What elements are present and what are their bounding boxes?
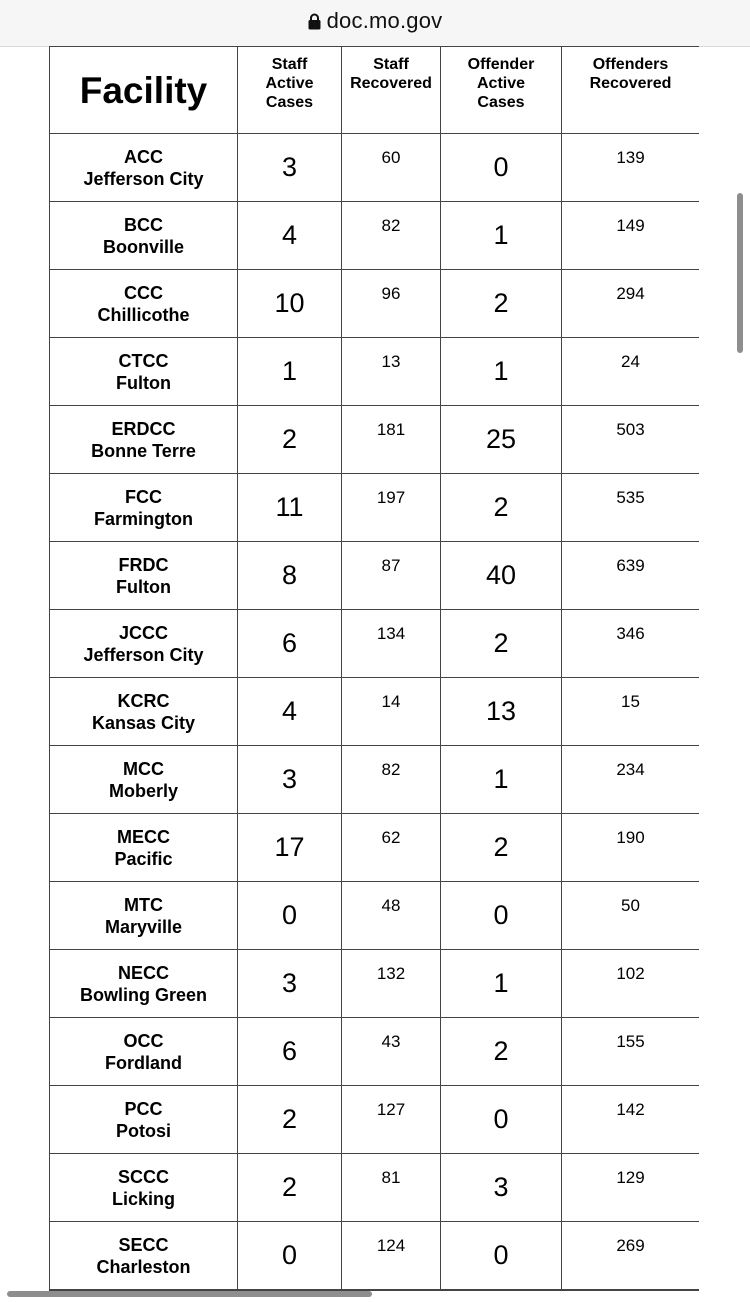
staff-active-cases-cell: 0 <box>238 1222 342 1290</box>
offender-active-cases-cell: 40 <box>441 542 562 610</box>
facility-city: Fulton <box>116 372 171 393</box>
facility-city: Pacific <box>114 848 173 869</box>
table-row <box>50 610 700 678</box>
offender-active-cases-cell: 1 <box>441 202 562 270</box>
staff-recovered-cell: 197 <box>342 474 441 542</box>
offender-active-cases-cell: 1 <box>441 338 562 406</box>
staff-active-cases-cell: 2 <box>238 1154 342 1222</box>
staff-active-cases-cell: 4 <box>238 202 342 270</box>
table-body <box>50 134 700 1290</box>
header-line: Offender <box>467 56 535 73</box>
staff-recovered-cell: 181 <box>342 406 441 474</box>
staff-recovered-cell: 13 <box>342 338 441 406</box>
staff-active-cases-cell: 1 <box>238 338 342 406</box>
table-row <box>50 746 700 814</box>
facility-city: Boonville <box>102 236 184 257</box>
facility-code: JCCC <box>118 622 168 643</box>
facility-code: KCRC <box>117 690 170 711</box>
horizontal-scrollbar[interactable] <box>7 1291 372 1297</box>
facility-code: SCCC <box>117 1166 169 1187</box>
facility-code: FRDC <box>118 554 169 575</box>
facility-code: NECC <box>117 962 169 983</box>
facility-city: Charleston <box>96 1256 191 1277</box>
offender-active-cases-cell: 0 <box>441 1086 562 1154</box>
facility-city: Fordland <box>105 1052 182 1073</box>
facility-code: SECC <box>118 1234 169 1255</box>
lock-icon <box>308 13 321 30</box>
offenders-recovered-cell: 535 <box>562 474 700 542</box>
header-facility: Facility <box>50 47 238 134</box>
table-row <box>50 202 700 270</box>
staff-active-cases-cell: 6 <box>238 1018 342 1086</box>
staff-active-cases-cell: 4 <box>238 678 342 746</box>
offender-active-cases-cell: 13 <box>441 678 562 746</box>
table-header-row <box>50 47 700 134</box>
facility-code: ACC <box>124 146 163 167</box>
offender-active-cases-cell: 1 <box>441 746 562 814</box>
address-bar[interactable] <box>0 0 750 47</box>
staff-recovered-cell: 96 <box>342 270 441 338</box>
offenders-recovered-cell: 129 <box>562 1154 700 1222</box>
facility-cell <box>50 1018 238 1086</box>
vertical-scrollbar[interactable] <box>737 193 743 353</box>
header-staff-recovered <box>342 47 441 134</box>
offender-active-cases-cell: 0 <box>441 882 562 950</box>
table-row <box>50 338 700 406</box>
offenders-recovered-cell: 139 <box>562 134 700 202</box>
facility-city: Fulton <box>116 576 171 597</box>
facility-cell <box>50 134 238 202</box>
header-line: Recovered <box>350 75 432 92</box>
facility-city: Licking <box>111 1188 175 1209</box>
facility-code: MTC <box>124 894 163 915</box>
offenders-recovered-cell: 190 <box>562 814 700 882</box>
facility-city: Jefferson City <box>83 168 204 189</box>
offender-active-cases-cell: 1 <box>441 950 562 1018</box>
staff-recovered-cell: 43 <box>342 1018 441 1086</box>
staff-active-cases-cell: 3 <box>238 746 342 814</box>
table-row <box>50 1086 700 1154</box>
offender-active-cases-cell: 2 <box>441 814 562 882</box>
staff-active-cases-cell: 17 <box>238 814 342 882</box>
staff-recovered-cell: 87 <box>342 542 441 610</box>
facility-cell <box>50 678 238 746</box>
staff-recovered-cell: 82 <box>342 746 441 814</box>
offenders-recovered-cell: 234 <box>562 746 700 814</box>
table-row <box>50 950 700 1018</box>
offenders-recovered-cell: 15 <box>562 678 700 746</box>
facility-city: Moberly <box>108 780 178 801</box>
table-row <box>50 134 700 202</box>
staff-recovered-cell: 48 <box>342 882 441 950</box>
header-line: Cases <box>265 94 314 111</box>
facility-city: Farmington <box>94 508 193 529</box>
header-line: Cases <box>477 94 525 111</box>
facility-code: MECC <box>117 826 170 847</box>
facility-code: BCC <box>124 214 163 235</box>
staff-recovered-cell: 81 <box>342 1154 441 1222</box>
staff-active-cases-cell: 2 <box>238 1086 342 1154</box>
offenders-recovered-cell: 102 <box>562 950 700 1018</box>
offender-active-cases-cell: 2 <box>441 1018 562 1086</box>
header-offender-active-cases <box>441 47 562 134</box>
table-row <box>50 1154 700 1222</box>
offenders-recovered-cell: 142 <box>562 1086 700 1154</box>
staff-recovered-cell: 124 <box>342 1222 441 1290</box>
offender-active-cases-cell: 0 <box>441 134 562 202</box>
facility-city: Maryville <box>104 916 183 937</box>
facility-cell <box>50 202 238 270</box>
staff-active-cases-cell: 10 <box>238 270 342 338</box>
offenders-recovered-cell: 294 <box>562 270 700 338</box>
staff-recovered-cell: 62 <box>342 814 441 882</box>
header-line: Offenders <box>592 56 669 73</box>
offender-active-cases-cell: 0 <box>441 1222 562 1290</box>
table-row <box>50 542 700 610</box>
table-row <box>50 474 700 542</box>
facility-cell <box>50 882 238 950</box>
table-row <box>50 678 700 746</box>
facility-table-container <box>49 46 699 1300</box>
offender-active-cases-cell: 3 <box>441 1154 562 1222</box>
staff-active-cases-cell: 2 <box>238 406 342 474</box>
facility-code: FCC <box>125 486 162 507</box>
offenders-recovered-cell: 50 <box>562 882 700 950</box>
offenders-recovered-cell: 24 <box>562 338 700 406</box>
facility-cell <box>50 542 238 610</box>
facility-cell <box>50 814 238 882</box>
facility-code: CCC <box>124 282 163 303</box>
offender-active-cases-cell: 2 <box>441 610 562 678</box>
header-line: Staff <box>373 56 409 73</box>
facility-cell <box>50 1154 238 1222</box>
offenders-recovered-cell: 639 <box>562 542 700 610</box>
table-row <box>50 882 700 950</box>
partial-cell <box>441 1290 562 1291</box>
facility-code: OCC <box>123 1030 164 1051</box>
facility-code: ERDCC <box>111 418 176 439</box>
offenders-recovered-cell: 269 <box>562 1222 700 1290</box>
staff-active-cases-cell: 8 <box>238 542 342 610</box>
address-bar-content[interactable] <box>308 8 443 34</box>
facility-code: PCC <box>124 1098 163 1119</box>
staff-recovered-cell: 134 <box>342 610 441 678</box>
facility-cell <box>50 406 238 474</box>
facility-cell <box>50 474 238 542</box>
offenders-recovered-cell: 346 <box>562 610 700 678</box>
staff-active-cases-cell: 0 <box>238 882 342 950</box>
staff-recovered-cell: 14 <box>342 678 441 746</box>
header-offenders-recovered <box>562 47 700 134</box>
staff-recovered-cell: 132 <box>342 950 441 1018</box>
table-row <box>50 406 700 474</box>
facility-city: Bowling Green <box>79 984 207 1005</box>
offenders-recovered-cell: 149 <box>562 202 700 270</box>
staff-active-cases-cell: 11 <box>238 474 342 542</box>
offender-active-cases-cell: 25 <box>441 406 562 474</box>
offender-active-cases-cell: 2 <box>441 270 562 338</box>
staff-recovered-cell: 82 <box>342 202 441 270</box>
staff-recovered-cell: 60 <box>342 134 441 202</box>
header-line: Active <box>265 75 314 92</box>
offender-active-cases-cell: 2 <box>441 474 562 542</box>
facility-cell <box>50 610 238 678</box>
table-row <box>50 1018 700 1086</box>
facility-cell <box>50 950 238 1018</box>
facility-code: CTCC <box>118 350 169 371</box>
table-row <box>50 814 700 882</box>
facility-cell <box>50 1086 238 1154</box>
header-line: Staff <box>271 56 308 73</box>
staff-active-cases-cell: 3 <box>238 950 342 1018</box>
table-row <box>50 270 700 338</box>
facility-city: Potosi <box>115 1120 171 1141</box>
partial-cell <box>562 1290 700 1291</box>
header-line: Active <box>476 75 526 92</box>
staff-recovered-cell: 127 <box>342 1086 441 1154</box>
facility-cell <box>50 746 238 814</box>
table-row <box>50 1222 700 1290</box>
staff-active-cases-cell: 6 <box>238 610 342 678</box>
staff-active-cases-cell: 3 <box>238 134 342 202</box>
facility-cases-table <box>49 46 699 1291</box>
header-staff-active-cases <box>238 47 342 134</box>
url-text[interactable]: doc.mo.gov <box>326 8 443 33</box>
facility-city: Bonne Terre <box>91 440 196 461</box>
facility-code: MCC <box>123 758 164 779</box>
offenders-recovered-cell: 155 <box>562 1018 700 1086</box>
facility-city: Kansas City <box>91 712 196 733</box>
facility-cell <box>50 270 238 338</box>
header-line: Recovered <box>589 75 672 92</box>
facility-city: Chillicothe <box>97 304 190 325</box>
facility-cell <box>50 338 238 406</box>
facility-cell <box>50 1222 238 1290</box>
facility-city: Jefferson City <box>83 644 204 665</box>
offenders-recovered-cell: 503 <box>562 406 700 474</box>
